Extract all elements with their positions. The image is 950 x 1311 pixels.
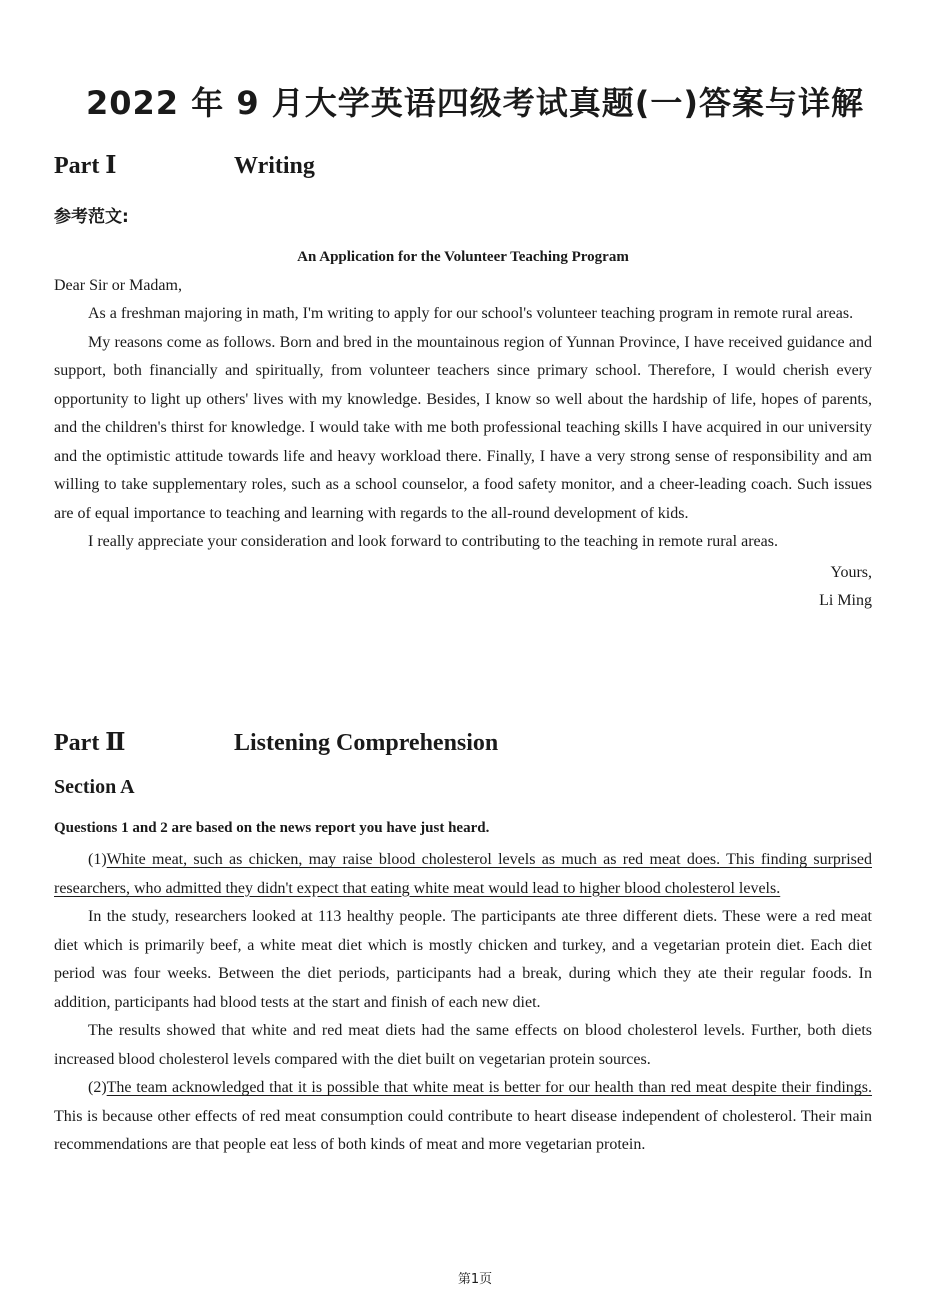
part-2-name: Listening Comprehension — [234, 730, 499, 756]
question-1-answer-text: White meat, such as chicken, may raise blood cholesterol levels as much as red meat does. This finding surprised researchers, who admitted they didn't expect that eating white meat would lead to higher blood cholesterol levels. — [54, 851, 872, 897]
essay-greeting: Dear Sir or Madam, — [54, 276, 182, 294]
essay-signature: Li Ming — [819, 592, 872, 609]
essay-paragraph-2: My reasons come as follows. Born and bred in the mountainous region of Yunnan Province, I have received guidance and support, both financially and spiritually, from volunteer teachers since primary school. Therefore, I would cherish every opportunity to light up others' lives with my knowledge. Besides, I know so well about the hardship of life, hopes of parents, and the children's thirst for knowledge. I would take with me both professional teaching skills I have acquired in our university and the optimistic attitude towards life and heavy workload there. Finally, I have a very strong sense of responsibility and am willing to take supplementary roles, such as a school counselor, a food safety monitor, and a cheer-leading coach. Such issues are of equal importance to teaching and learning with regards to the all-round development of kids. — [54, 333, 872, 522]
essay-paragraph-3: I really appreciate your consideration and look forward to contributing to the teaching in remote rural areas. — [88, 533, 778, 550]
part-1-heading — [54, 150, 315, 180]
question-2-marker: (2) — [88, 1079, 107, 1096]
part-1-name: Writing — [234, 153, 315, 179]
question-1-marker: (1) — [88, 851, 107, 868]
essay — [54, 243, 872, 616]
question-2-answer-text: The team acknowledged that it is possible that white meat is better for our health than red meat despite their findings. — [106, 1079, 872, 1096]
part-1-number: Part Ⅰ — [54, 153, 117, 179]
listening-paragraph-3: The results showed that white and red meat diets had the same effects on blood cholesterol levels. Further, both diets increased blood cholesterol levels compared with the diet built on vegetarian protein sources. — [54, 1022, 872, 1068]
essay-paragraph-1: As a freshman majoring in math, I'm writing to apply for our school's volunteer teaching program in remote rural areas. — [88, 305, 854, 322]
listening-paragraph-2: In the study, researchers looked at 113 healthy people. The participants ate three different diets. These were a red meat diet which is primarily beef, a white meat diet which is mostly chicken and turkey, and a vegetarian protein diet. Each diet period was four weeks. Between the diet periods, participants had a break, during which they ate their regular foods. In addition, participants had blood tests at the start and finish of each new diet. — [54, 908, 872, 1011]
page-number: 第1页 — [457, 1272, 493, 1287]
question-2-rest-text: This is because other effects of red meat consumption could contribute to heart disease independent of cholesterol. Their main recommendations are that people eat less of both kinds of meat and more vegetarian protein. — [54, 1107, 872, 1153]
question-2-paragraph — [54, 1074, 872, 1160]
questions-heading: Questions 1 and 2 are based on the news report you have just heard. — [54, 820, 490, 836]
essay-title: An Application for the Volunteer Teaching Program — [297, 249, 629, 265]
part-2-heading — [54, 727, 498, 757]
question-1-paragraph — [54, 846, 872, 903]
sample-essay-label: 参考范文: — [54, 207, 129, 227]
section-a-heading: Section A — [54, 776, 135, 798]
listening-script — [54, 846, 872, 1160]
document-title: 2022 年 9 月大学英语四级考试真题(一)答案与详解 — [85, 84, 864, 122]
part-2-number: Part Ⅱ — [54, 730, 126, 756]
essay-closing: Yours, — [830, 563, 872, 581]
